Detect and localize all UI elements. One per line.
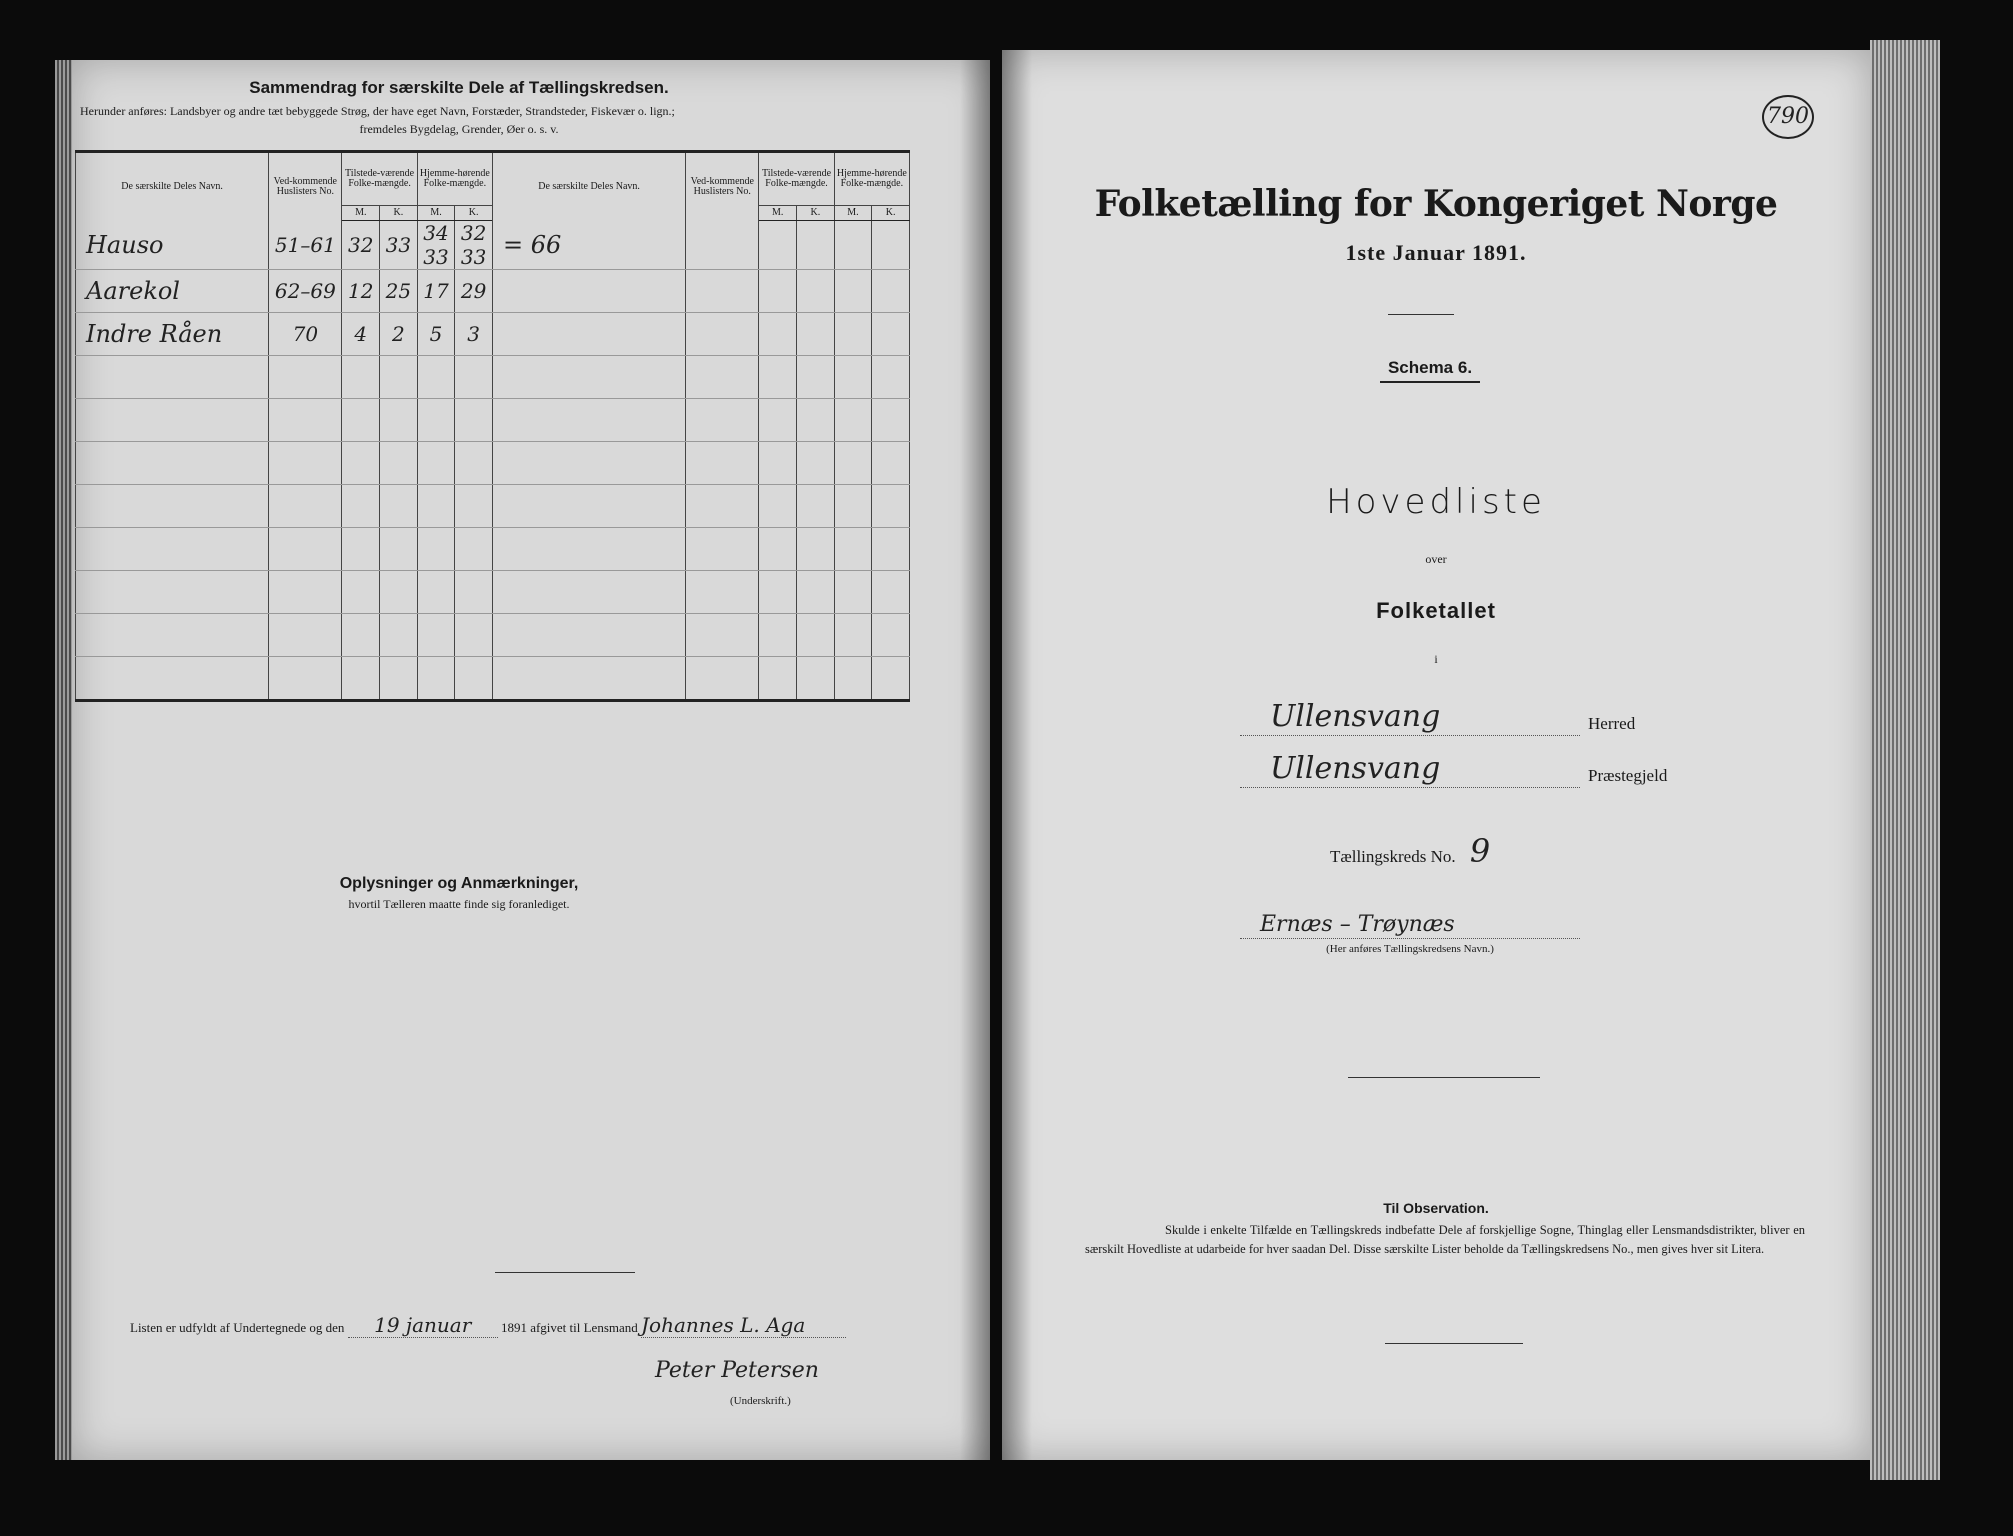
cell-empty <box>797 221 835 270</box>
kreds-caption: (Her anføres Tællingskredsens Navn.) <box>1326 943 1494 955</box>
i-label: i <box>1434 652 1438 666</box>
herred-label: Herred <box>1588 714 1636 733</box>
cell-note <box>492 614 685 657</box>
col-header-m: M. <box>759 206 797 221</box>
cell-note <box>492 571 685 614</box>
col-header-m: M. <box>417 206 455 221</box>
summary-title: Sammendrag for særskilte Dele af Tællingskredsen. <box>249 78 669 97</box>
cell-empty <box>686 399 759 442</box>
cell-t-k: 33 <box>380 221 418 270</box>
col-header-k: K. <box>797 206 835 221</box>
cell-name <box>76 399 269 442</box>
observation-title: Til Observation. <box>1383 1200 1489 1216</box>
cell-t-m <box>342 614 380 657</box>
cell-empty <box>797 270 835 313</box>
kreds-number-field <box>1330 832 1490 870</box>
cell-h-k <box>455 485 493 528</box>
cell-note <box>492 485 685 528</box>
col-header-k: K. <box>455 206 493 221</box>
cell-husliste: 70 <box>269 313 342 356</box>
signer-label: (Underskrift.) <box>730 1395 791 1407</box>
table-row <box>76 614 910 657</box>
cell-t-k <box>380 399 418 442</box>
col-header-husliste-2: Ved-kommende Huslisters No. <box>686 152 759 221</box>
cell-husliste <box>269 614 342 657</box>
cell-empty <box>797 614 835 657</box>
herred-value: Ullensvang <box>1270 699 1441 734</box>
cell-name <box>76 356 269 399</box>
cell-h-k <box>455 657 493 701</box>
cell-empty <box>759 614 797 657</box>
cell-husliste <box>269 657 342 701</box>
fill-line <box>1240 735 1580 736</box>
col-header-husliste: Ved-kommende Huslisters No. <box>269 152 342 221</box>
table-row <box>76 356 910 399</box>
cell-empty <box>686 313 759 356</box>
cell-name: Aarekol <box>76 270 269 313</box>
cell-h-k <box>455 528 493 571</box>
cell-h-m <box>417 657 455 701</box>
cell-t-k: 2 <box>380 313 418 356</box>
cell-husliste: 51–61 <box>269 221 342 270</box>
cell-husliste <box>269 399 342 442</box>
cell-empty <box>872 657 910 701</box>
cell-name: Hauso <box>76 221 269 270</box>
cell-empty <box>872 313 910 356</box>
cell-h-m <box>417 442 455 485</box>
observation-text: Skulde i enkelte Tilfælde en Tællingskreds indbefatte Dele af forskjellige Sogne, Thinglag eller Lensmandsdistrikter, bliver en særskilt Hovedliste at udarbeide for hver saadan Del. Disse særskilte Lister beholde da Tællingskredsens No., men gives hver sit Litera. <box>1085 1223 1805 1256</box>
fill-line <box>1240 938 1580 939</box>
cell-empty <box>834 356 872 399</box>
spine-shadow <box>960 60 990 1460</box>
divider-rule <box>1388 314 1454 315</box>
cell-h-k: 32 33 <box>455 221 493 270</box>
summary-instructions-cont: fremdeles Bygdelag, Grender, Øer o. s. v. <box>359 122 559 136</box>
cell-empty <box>686 270 759 313</box>
signoff-prefix: Listen er udfyldt af Undertegnede og den <box>130 1320 345 1335</box>
cell-h-m <box>417 356 455 399</box>
cell-t-m <box>342 657 380 701</box>
cell-empty <box>797 657 835 701</box>
cell-empty <box>834 442 872 485</box>
cell-empty <box>872 442 910 485</box>
cell-empty <box>686 571 759 614</box>
table-row <box>76 221 910 270</box>
cell-t-k <box>380 614 418 657</box>
cell-empty <box>759 313 797 356</box>
cell-h-k <box>455 356 493 399</box>
cell-empty <box>686 614 759 657</box>
cell-empty <box>686 528 759 571</box>
cell-t-k <box>380 571 418 614</box>
cell-h-k: 29 <box>455 270 493 313</box>
cell-empty <box>759 485 797 528</box>
cell-husliste <box>269 442 342 485</box>
cell-t-m <box>342 442 380 485</box>
cell-name <box>76 657 269 701</box>
signer-signature: Peter Petersen <box>655 1358 819 1383</box>
cell-empty <box>686 657 759 701</box>
cell-name: Indre Råen <box>76 313 269 356</box>
summary-instructions: Herunder anføres: Landsbyer og andre tæt bebyggede Strøg, der have eget Navn, Forstæder, Strandsteder, Fiskevær o. lign.; <box>80 104 675 118</box>
kreds-name-field <box>1240 905 1580 941</box>
cell-empty <box>834 614 872 657</box>
cell-name <box>76 485 269 528</box>
table-row <box>76 657 910 701</box>
cell-empty <box>759 221 797 270</box>
cell-empty <box>872 614 910 657</box>
cell-t-m <box>342 528 380 571</box>
schema-label: Schema 6. <box>1380 358 1480 383</box>
cell-t-m <box>342 399 380 442</box>
cell-t-m <box>342 571 380 614</box>
cell-empty <box>834 485 872 528</box>
cell-h-k <box>455 571 493 614</box>
cell-name <box>76 442 269 485</box>
cell-name <box>76 614 269 657</box>
prestegjeld-field <box>1240 751 1668 792</box>
cell-empty <box>797 313 835 356</box>
kreds-name-value: Ernæs – Trøynæs <box>1260 912 1455 937</box>
herred-field <box>1240 699 1636 740</box>
cell-empty <box>759 528 797 571</box>
cell-note <box>492 528 685 571</box>
table-row <box>76 528 910 571</box>
notes-title: Oplysninger og Anmærkninger, <box>339 875 579 892</box>
divider-rule <box>1348 1077 1540 1078</box>
col-header-hjemme-2: Hjemme-hørende Folke-mængde. <box>834 152 909 206</box>
hovedliste-heading: Hovedliste <box>1326 482 1546 522</box>
cell-note <box>492 442 685 485</box>
right-page-edges <box>1870 40 1940 1480</box>
cell-t-m: 32 <box>342 221 380 270</box>
cell-t-m: 4 <box>342 313 380 356</box>
cell-t-m <box>342 485 380 528</box>
signoff-lensmand: Johannes L. Aga <box>641 1313 846 1338</box>
cell-empty <box>797 485 835 528</box>
notes-subtitle: hvortil Tælleren maatte finde sig foranlediget. <box>348 897 570 911</box>
cell-empty <box>759 442 797 485</box>
cell-h-m <box>417 399 455 442</box>
divider-rule <box>1385 1343 1523 1344</box>
cell-empty <box>686 485 759 528</box>
cell-h-m <box>417 528 455 571</box>
col-header-m: M. <box>834 206 872 221</box>
table-row <box>76 399 910 442</box>
left-page-edges <box>55 60 73 1460</box>
cell-empty <box>834 313 872 356</box>
over-label: over <box>1425 552 1447 566</box>
cell-empty <box>797 571 835 614</box>
main-date: 1ste Januar 1891. <box>1345 240 1527 265</box>
cell-husliste <box>269 571 342 614</box>
cell-empty <box>872 270 910 313</box>
kreds-label: Tællingskreds No. <box>1330 847 1456 866</box>
prestegjeld-value: Ullensvang <box>1270 751 1441 786</box>
cell-empty <box>797 442 835 485</box>
fill-line <box>1240 787 1580 788</box>
summary-table <box>75 150 910 702</box>
main-title: Folketælling for Kongeriget Norge <box>1094 183 1778 225</box>
cell-empty <box>759 571 797 614</box>
cell-husliste <box>269 528 342 571</box>
cell-t-k <box>380 356 418 399</box>
cell-empty <box>872 399 910 442</box>
cell-h-m <box>417 614 455 657</box>
col-header-name-2: De særskilte Deles Navn. <box>492 152 685 221</box>
cell-h-k <box>455 442 493 485</box>
col-header-tilstede-2: Tilstede-værende Folke-mængde. <box>759 152 834 206</box>
signoff-line <box>130 1313 846 1338</box>
summary-table-body <box>76 221 910 701</box>
cell-empty <box>872 528 910 571</box>
cell-t-k <box>380 528 418 571</box>
cell-empty <box>834 528 872 571</box>
cell-name <box>76 528 269 571</box>
cell-empty <box>759 399 797 442</box>
cell-empty <box>872 356 910 399</box>
cell-note <box>492 657 685 701</box>
divider-rule <box>495 1272 635 1273</box>
cell-h-m: 5 <box>417 313 455 356</box>
table-row <box>76 485 910 528</box>
cell-note <box>492 270 685 313</box>
cell-husliste: 62–69 <box>269 270 342 313</box>
cell-empty <box>872 221 910 270</box>
col-header-tilstede: Tilstede-værende Folke-mængde. <box>342 152 417 206</box>
cell-h-m: 34 33 <box>417 221 455 270</box>
col-header-name: De særskilte Deles Navn. <box>76 152 269 221</box>
table-row <box>76 571 910 614</box>
cell-empty <box>872 571 910 614</box>
cell-empty <box>759 270 797 313</box>
cell-empty <box>834 399 872 442</box>
table-row <box>76 442 910 485</box>
cell-note <box>492 356 685 399</box>
cell-t-k <box>380 657 418 701</box>
prestegjeld-label: Præstegjeld <box>1588 766 1668 785</box>
cell-t-k <box>380 442 418 485</box>
cell-empty <box>834 270 872 313</box>
table-row <box>76 313 910 356</box>
cell-empty <box>759 356 797 399</box>
cell-h-m <box>417 571 455 614</box>
table-row <box>76 270 910 313</box>
cell-note: = 66 <box>492 221 685 270</box>
cell-h-k <box>455 399 493 442</box>
cell-note <box>492 313 685 356</box>
cell-empty <box>797 356 835 399</box>
cell-husliste <box>269 485 342 528</box>
cell-empty <box>686 442 759 485</box>
cell-empty <box>797 399 835 442</box>
cell-empty <box>834 571 872 614</box>
cell-t-m <box>342 356 380 399</box>
col-header-hjemme: Hjemme-hørende Folke-mængde. <box>417 152 492 206</box>
cell-empty <box>797 528 835 571</box>
cell-h-k: 3 <box>455 313 493 356</box>
folketallet-heading: Folketallet <box>1376 598 1496 623</box>
cell-name <box>76 571 269 614</box>
signoff-date: 19 januar <box>348 1313 498 1338</box>
cell-empty <box>759 657 797 701</box>
cell-note <box>492 399 685 442</box>
cell-t-k: 25 <box>380 270 418 313</box>
cell-husliste <box>269 356 342 399</box>
cell-t-m: 12 <box>342 270 380 313</box>
col-header-k: K. <box>872 206 910 221</box>
cell-h-m: 17 <box>417 270 455 313</box>
cell-empty <box>686 221 759 270</box>
col-header-m: M. <box>342 206 380 221</box>
col-header-k: K. <box>380 206 418 221</box>
kreds-value: 9 <box>1469 832 1491 870</box>
cell-h-k <box>455 614 493 657</box>
page-number-stamp: 790 <box>1762 95 1814 139</box>
cell-empty <box>834 657 872 701</box>
cell-empty <box>834 221 872 270</box>
cell-empty <box>872 485 910 528</box>
cell-t-k <box>380 485 418 528</box>
cell-empty <box>686 356 759 399</box>
signoff-year-text: 1891 afgivet til Lensmand <box>500 1320 638 1335</box>
cell-h-m <box>417 485 455 528</box>
